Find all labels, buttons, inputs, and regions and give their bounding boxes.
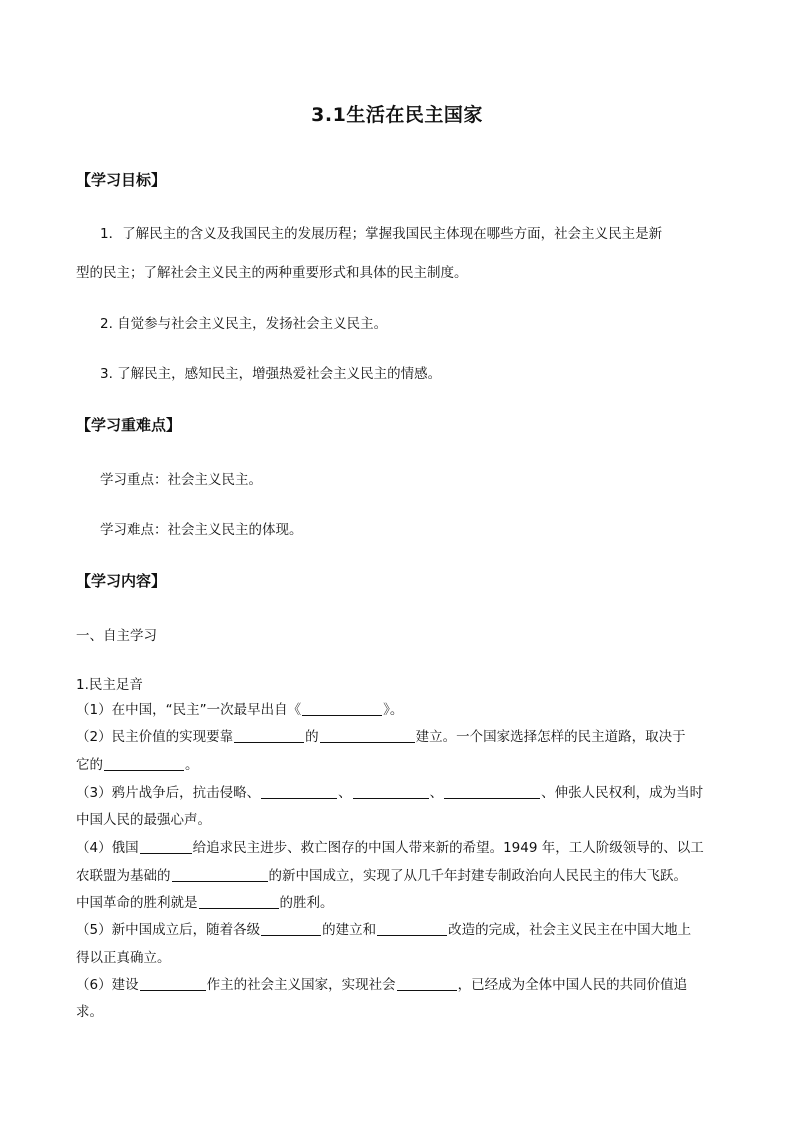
answer-blank[interactable]	[444, 784, 540, 799]
topic-democracy-footsteps: 1.民主足音	[76, 677, 143, 693]
question-4-text: 农联盟为基础的	[76, 868, 171, 884]
goal-item-3: 3. 了解民主，感知民主，增强热爱社会主义民主的情感。	[100, 366, 442, 382]
question-6-text: ，已经成为全体中国人民的共同价值追	[457, 977, 688, 993]
separator: 、	[429, 785, 444, 801]
question-4-text: 中国革命的胜利就是	[76, 895, 198, 911]
question-2-end: 。	[185, 757, 199, 773]
goal-item-2: 2. 自觉参与社会主义民主，发扬社会主义民主。	[100, 316, 388, 332]
question-5-text: （5）新中国成立后，随着各级	[76, 922, 261, 938]
question-2-text: 它的	[76, 757, 103, 773]
question-3-text: 、伸张人民权利，成为当时	[541, 785, 704, 801]
answer-blank[interactable]	[261, 784, 337, 799]
question-4	[76, 836, 704, 856]
question-4-continued-2	[76, 891, 334, 911]
question-4-end: 的胜利。	[279, 895, 334, 911]
answer-blank[interactable]	[234, 728, 304, 743]
question-4-text: 给追求民主进步、救亡图存的中国人带来新的希望。1949 年，工人阶级领导的、以工	[192, 840, 704, 856]
question-5-text: 改造的完成，社会主义民主在中国大地上	[448, 922, 692, 938]
key-points-heading: 【学习重难点】	[76, 416, 182, 434]
self-study-heading: 一、自主学习	[76, 628, 157, 644]
question-4-text: （4）俄国	[76, 840, 139, 856]
answer-blank[interactable]	[302, 701, 382, 716]
question-6-text: 作主的社会主义国家，实现社会	[206, 977, 396, 993]
question-6-text: （6）建设	[76, 977, 139, 993]
question-1	[76, 698, 403, 718]
answer-blank[interactable]	[320, 728, 415, 743]
question-3	[76, 781, 703, 801]
question-5-text: 的建立和	[322, 922, 377, 938]
question-2-continued	[76, 753, 199, 773]
question-4-text: 的新中国成立，实现了从几千年封建专制政治向人民民主的伟大飞跃。	[268, 868, 687, 884]
answer-blank[interactable]	[377, 921, 447, 936]
question-6-continued: 求。	[76, 1004, 103, 1020]
question-5	[76, 918, 691, 938]
question-6	[76, 973, 687, 993]
question-5-continued: 得以正真确立。	[76, 950, 171, 966]
content-heading: 【学习内容】	[76, 572, 167, 590]
question-2	[76, 725, 686, 745]
question-1-text: （1）在中国，“民主”一次最早出自《	[76, 702, 302, 718]
answer-blank[interactable]	[140, 839, 192, 854]
question-3-text: （3）鸦片战争后，抗击侵略、	[76, 785, 261, 801]
question-1-end: 》。	[383, 702, 404, 718]
focus-text: 学习重点：社会主义民主。	[100, 472, 262, 488]
difficulty-text: 学习难点：社会主义民主的体现。	[100, 522, 303, 538]
answer-blank[interactable]	[104, 756, 184, 771]
goal-item-1-line-1: 1．了解民主的含义及我国民主的发展历程；掌握我国民主体现在哪些方面，社会主义民主是新	[100, 226, 663, 242]
answer-blank[interactable]	[353, 784, 429, 799]
answer-blank[interactable]	[140, 976, 206, 991]
question-2-text: （2）民主价值的实现要靠	[76, 729, 234, 745]
question-2-text: 的	[305, 729, 319, 745]
question-3-continued: 中国人民的最强心声。	[76, 812, 211, 828]
answer-blank[interactable]	[199, 894, 279, 909]
goal-item-1-line-2: 型的民主；了解社会主义民主的两种重要形式和具体的民主制度。	[76, 265, 468, 281]
answer-blank[interactable]	[261, 921, 321, 936]
goals-heading: 【学习目标】	[76, 171, 167, 189]
page-title: 3.1生活在民主国家	[311, 104, 483, 126]
separator: 、	[338, 785, 352, 801]
answer-blank[interactable]	[397, 976, 457, 991]
answer-blank[interactable]	[172, 867, 268, 882]
question-4-continued	[76, 864, 687, 884]
question-2-text: 建立。一个国家选择怎样的民主道路，取决于	[415, 729, 686, 745]
